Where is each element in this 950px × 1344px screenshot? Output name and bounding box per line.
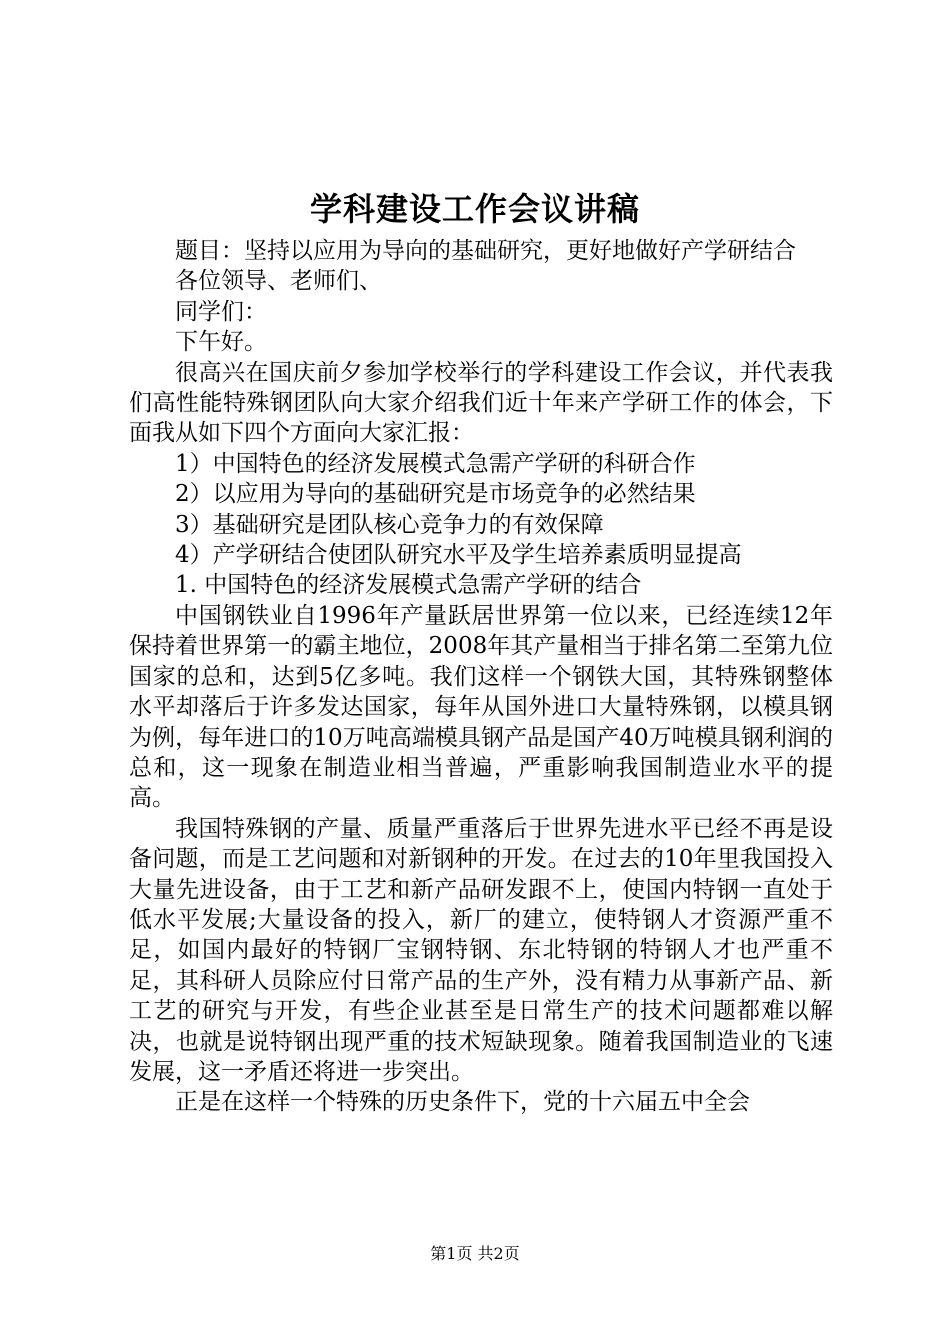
paragraph-greeting: 下午好。 bbox=[175, 329, 267, 356]
paragraph-steel-industry: 中国钢铁业自1996年产量跃居世界第一位以来，已经连续12年保持着世界第一的霸主地位，2008年其产量相当于排名第二至第九位国家的总和，达到5亿多吨。我们这样一个钢铁大国，其特殊钢整体水平却落后于许多发达国家，每年从国外进口大量特殊钢，以模具钢为例，每年进口的10万吨高端模具钢产品是国产40万吨模具钢利润的总和，这一现象在制造业相当普遍，严重影响我国制造业水平的提高。 bbox=[129, 602, 833, 812]
document-body bbox=[129, 236, 833, 1118]
paragraph-historical-context: 正是在这样一个特殊的历史条件下，党的十六届五中全会 bbox=[175, 1089, 750, 1116]
page-footer: 第1页 共2页 bbox=[430, 1244, 520, 1263]
section-heading-1: 1. 中国特色的经济发展模式急需产学研的结合 bbox=[175, 572, 642, 599]
paragraph-salutation-students: 同学们： bbox=[175, 298, 267, 325]
paragraph-point-4: 4）产学研结合使团队研究水平及学生培养素质明显提高 bbox=[175, 542, 742, 569]
paragraph-intro: 很高兴在国庆前夕参加学校举行的学科建设工作会议，并代表我们高性能特殊钢团队向大家介绍我们近十年来产学研工作的体会，下面我从如下四个方面向大家汇报： bbox=[129, 359, 833, 447]
paragraph-salutation-leaders: 各位领导、老师们、 bbox=[175, 268, 382, 295]
paragraph-point-2: 2）以应用为导向的基础研究是市场竞争的必然结果 bbox=[175, 481, 696, 508]
paragraph-topic: 题目：坚持以应用为导向的基础研究，更好地做好产学研结合 bbox=[175, 238, 796, 264]
paragraph-point-1: 1）中国特色的经济发展模式急需产学研的科研合作 bbox=[175, 450, 696, 477]
paragraph-special-steel: 我国特殊钢的产量、质量严重落后于世界先进水平已经不再是设备问题，而是工艺问题和对新钢种的开发。在过去的10年里我国投入大量先进设备，由于工艺和新产品研发跟不上，使国内特钢一直处于低水平发展;大量设备的投入，新厂的建立，使特钢人才资源严重不足，如国内最好的特钢厂宝钢特钢、东北特钢的特钢人才也严重不足，其科研人员除应付日常产品的生产外，没有精力从事新产品、新工艺的研究与开发，有些企业甚至是日常生产的技术问题都难以解决，也就是说特钢出现严重的技术短缺现象。随着我国制造业的飞速发展，这一矛盾还将进一步突出。 bbox=[129, 815, 833, 1085]
paragraph-point-3: 3）基础研究是团队核心竞争力的有效保障 bbox=[175, 511, 604, 538]
document-title: 学科建设工作会议讲稿 bbox=[309, 190, 640, 228]
